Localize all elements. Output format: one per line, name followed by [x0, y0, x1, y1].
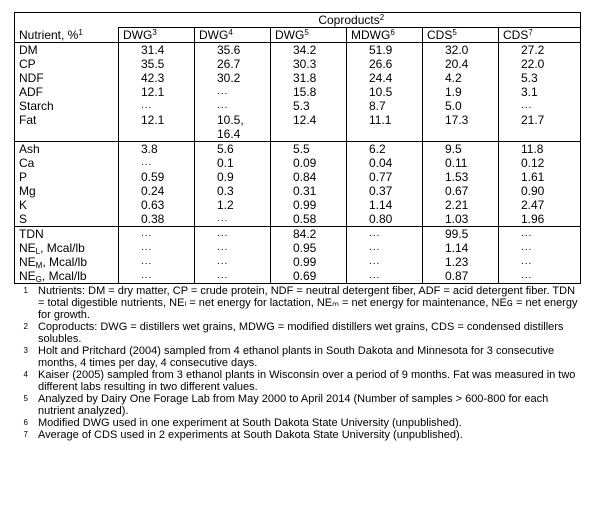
table-cell	[271, 142, 347, 157]
table-cell	[195, 184, 271, 198]
cell-value: 0.1	[217, 156, 234, 170]
table-cell	[271, 255, 347, 269]
table-cell	[271, 184, 347, 198]
cell-value: 0.69	[293, 269, 317, 283]
table-cell	[423, 156, 499, 170]
cell-value: ...	[521, 270, 533, 281]
coproducts-sup: 2	[379, 13, 385, 22]
table-row	[15, 227, 581, 242]
column-header	[195, 28, 271, 43]
row-label	[15, 156, 119, 170]
cell-value: 27.2	[521, 43, 545, 57]
cell-value: 32.0	[445, 43, 469, 57]
table-row	[15, 142, 581, 157]
cell-value: ...	[521, 100, 533, 111]
row-label-text: Fat	[19, 113, 37, 127]
nutrient-sup: 1	[78, 27, 83, 37]
table-cell	[423, 99, 499, 113]
table-cell	[271, 227, 347, 242]
column-header-sup: 3	[152, 28, 157, 37]
cell-value: 1.14	[445, 241, 469, 255]
column-header-label: MDWG	[351, 28, 391, 42]
column-header	[347, 28, 423, 43]
cell-value: 0.67	[445, 184, 469, 198]
row-label-text: CP	[19, 57, 36, 71]
row-label	[15, 71, 119, 85]
row-label	[15, 255, 119, 269]
row-label-unit: , Mcal/lb	[40, 241, 85, 255]
table-cell	[347, 212, 423, 227]
cell-value: 1.03	[445, 212, 469, 226]
cell-value: 35.5	[141, 57, 165, 71]
table-row	[15, 99, 581, 113]
table-cell	[195, 156, 271, 170]
table-cell	[271, 156, 347, 170]
column-header	[423, 28, 499, 43]
footnote-number: 1	[23, 286, 28, 295]
cell-value: 3.1	[521, 85, 538, 99]
table-cell	[119, 43, 195, 58]
cell-value: 5.3	[521, 71, 538, 85]
cell-value: ...	[217, 100, 229, 111]
cell-value: 0.38	[141, 212, 165, 226]
cell-value: 31.8	[293, 71, 317, 85]
table-cell	[347, 198, 423, 212]
row-label-text: Ca	[19, 156, 35, 170]
table-cell	[423, 43, 499, 58]
cell-value: 0.84	[293, 170, 317, 184]
table-cell	[347, 99, 423, 113]
column-header-label: CDS	[427, 28, 453, 42]
cell-value: 30.3	[293, 57, 317, 71]
cell-value: 0.95	[293, 241, 317, 255]
column-header-sup: 5	[304, 28, 309, 37]
cell-value: 0.99	[293, 198, 317, 212]
cell-value: 21.7	[521, 113, 545, 127]
cell-value: 0.04	[369, 156, 393, 170]
table-cell	[423, 269, 499, 284]
table-cell	[347, 113, 423, 142]
cell-value: 12.1	[141, 113, 165, 127]
cell-value: 5.5	[293, 142, 310, 156]
cell-value: 9.5	[445, 142, 462, 156]
cell-value: ...	[217, 270, 229, 281]
coproducts-header	[119, 13, 581, 28]
cell-value: 0.3	[217, 184, 234, 198]
table-row	[15, 241, 581, 255]
table-cell	[195, 241, 271, 255]
table-cell	[119, 227, 195, 242]
column-header-label: DWG	[199, 28, 229, 42]
row-label-text: NE	[19, 269, 36, 283]
table-cell	[119, 99, 195, 113]
row-label	[15, 269, 119, 284]
nutrient-label: Nutrient, %	[19, 27, 79, 42]
cell-value: ...	[141, 228, 153, 239]
cell-value: ...	[521, 242, 533, 253]
table-cell	[499, 142, 581, 157]
cell-value: ...	[141, 256, 153, 267]
cell-value: 51.9	[369, 43, 393, 57]
cell-value: ...	[217, 213, 229, 224]
column-header	[271, 28, 347, 43]
cell-value: 0.99	[293, 255, 317, 269]
coproducts-label: Coproducts	[318, 13, 380, 27]
table-row	[15, 212, 581, 227]
cell-value: 17.3	[445, 113, 469, 127]
cell-value: ...	[521, 256, 533, 267]
table-cell	[195, 212, 271, 227]
footnotes	[14, 285, 580, 441]
cell-value: 0.09	[293, 156, 317, 170]
table-cell	[119, 184, 195, 198]
table-cell	[347, 227, 423, 242]
table-cell	[195, 255, 271, 269]
table-cell	[423, 184, 499, 198]
cell-value: 2.47	[521, 198, 545, 212]
row-label-text: K	[19, 198, 28, 212]
table-cell	[423, 57, 499, 71]
table-cell	[499, 198, 581, 212]
table-row	[15, 71, 581, 85]
table-row	[15, 255, 581, 269]
cell-value: 10.5	[369, 85, 393, 99]
table-cell	[195, 43, 271, 58]
cell-value: 0.31	[293, 184, 317, 198]
footnote-number: 3	[23, 346, 28, 355]
table-row	[15, 57, 581, 71]
cell-value: 11.1	[369, 113, 392, 127]
row-label	[15, 184, 119, 198]
table-cell	[423, 212, 499, 227]
row-label	[15, 57, 119, 71]
table-cell	[271, 170, 347, 184]
table-cell	[499, 156, 581, 170]
cell-value: 31.4	[141, 43, 165, 57]
cell-value: ...	[369, 270, 381, 281]
table-cell	[271, 241, 347, 255]
cell-value: 1.14	[369, 198, 393, 212]
row-label	[15, 43, 119, 58]
nutrient-table-figure	[14, 12, 580, 441]
cell-value: 6.2	[369, 142, 386, 156]
cell-value: 1.61	[521, 170, 545, 184]
row-label-sub: L	[35, 247, 41, 255]
table-cell	[499, 113, 581, 142]
cell-value: 12.4	[293, 113, 317, 127]
footnote	[14, 321, 580, 345]
cell-value: 11.8	[521, 142, 544, 156]
table-cell	[195, 71, 271, 85]
table-row	[15, 113, 581, 142]
table-cell	[119, 170, 195, 184]
table-cell	[423, 142, 499, 157]
table-cell	[119, 85, 195, 99]
table-row	[15, 184, 581, 198]
table-cell	[499, 227, 581, 242]
table-cell	[271, 43, 347, 58]
table-cell	[271, 212, 347, 227]
table-cell	[195, 170, 271, 184]
row-label-text: NE	[19, 255, 36, 269]
column-header-label: DWG	[123, 28, 153, 42]
nutrient-header	[15, 28, 119, 43]
row-label-text: NDF	[19, 71, 44, 85]
row-label-text: DM	[19, 43, 38, 57]
footnote-text: Nutrients: DM = dry matter, CP = crude protein, NDF = neutral detergent fiber, ADF = acid detergent fiber. TDN = total digestible nutrients, NEₗ = net energy for lactation, NEₘ = net energy for maintenance, NEɢ = net energy for growth.	[38, 285, 578, 321]
table-cell	[499, 170, 581, 184]
table-cell	[119, 212, 195, 227]
table-cell	[195, 85, 271, 99]
table-row	[15, 170, 581, 184]
cell-value: 12.1	[141, 85, 165, 99]
cell-value: 26.6	[369, 57, 393, 71]
cell-value: 99.5	[445, 227, 469, 241]
corner-cell	[15, 13, 119, 28]
row-label-sub: M	[35, 261, 43, 269]
row-label	[15, 170, 119, 184]
header-row-group	[15, 13, 581, 28]
row-label	[15, 85, 119, 99]
row-label-text: Starch	[19, 99, 54, 113]
table-cell	[423, 170, 499, 184]
cell-value: 1.2	[217, 198, 234, 212]
table-cell	[347, 43, 423, 58]
footnote-number: 5	[23, 394, 28, 403]
cell-value: 5.6	[217, 142, 234, 156]
table-cell	[271, 85, 347, 99]
table-cell	[119, 156, 195, 170]
footnote-text: Average of CDS used in 2 experiments at South Dakota State University (unpublished).	[38, 429, 463, 441]
footnote-text: Modified DWG used in one experiment at South Dakota State University (unpublished).	[38, 417, 462, 429]
table-cell	[499, 184, 581, 198]
cell-value: ...	[141, 270, 153, 281]
table-cell	[423, 71, 499, 85]
table-cell	[119, 71, 195, 85]
cell-value: 1.9	[445, 85, 462, 99]
row-label	[15, 212, 119, 227]
table-cell	[499, 241, 581, 255]
nutrient-table	[14, 12, 581, 284]
row-label-sub: G	[35, 275, 42, 284]
column-header-sup: 7	[528, 28, 533, 37]
column-header	[119, 28, 195, 43]
row-label-unit: , Mcal/lb	[42, 255, 88, 269]
table-cell	[499, 43, 581, 58]
cell-value: 0.77	[369, 170, 393, 184]
cell-value: 1.53	[445, 170, 469, 184]
row-label-text: TDN	[19, 227, 44, 241]
table-row	[15, 269, 581, 284]
table-cell	[119, 113, 195, 142]
table-cell	[347, 255, 423, 269]
footnote	[14, 429, 580, 441]
cell-value: ...	[141, 100, 153, 111]
table-cell	[423, 113, 499, 142]
row-label-text: NE	[19, 241, 36, 255]
table-cell	[119, 255, 195, 269]
cell-value: 0.80	[369, 212, 393, 226]
table-cell	[347, 57, 423, 71]
table-row	[15, 85, 581, 99]
footnote-number: 2	[23, 322, 28, 331]
cell-value: 0.37	[369, 184, 393, 198]
row-label-text: P	[19, 170, 28, 184]
cell-value: 8.7	[369, 99, 386, 113]
table-cell	[119, 57, 195, 71]
table-cell	[271, 99, 347, 113]
column-header-label: CDS	[503, 28, 529, 42]
table-cell	[347, 142, 423, 157]
table-cell	[423, 255, 499, 269]
footnote-text: Coproducts: DWG = distillers wet grains, MDWG = modified distillers wet grains, CDS = condensed distillers solubles.	[38, 321, 564, 345]
cell-value: 0.9	[217, 170, 234, 184]
cell-value: 0.87	[445, 269, 469, 283]
table-cell	[195, 113, 271, 142]
table-cell	[119, 142, 195, 157]
cell-value: ...	[369, 228, 381, 239]
cell-value: ...	[141, 157, 153, 168]
cell-value: 30.2	[217, 71, 241, 85]
table-cell	[347, 184, 423, 198]
table-cell	[195, 99, 271, 113]
table-cell	[499, 269, 581, 284]
cell-value: 0.58	[293, 212, 317, 226]
footnote-text: Holt and Pritchard (2004) sampled from 4 ethanol plants in South Dakota and Minnesota for 3 consecutive months, 4 times per day, 4 consecutive days.	[38, 345, 555, 369]
column-header-sup: 6	[390, 28, 395, 37]
cell-value: 22.0	[521, 57, 545, 71]
cell-value: 1.23	[445, 255, 469, 269]
footnote	[14, 285, 580, 321]
table-cell	[195, 227, 271, 242]
cell-value: 10.5,	[217, 113, 244, 127]
table-row	[15, 43, 581, 58]
table-row	[15, 156, 581, 170]
row-label	[15, 227, 119, 242]
cell-value: 84.2	[293, 227, 317, 241]
row-label-text: S	[19, 212, 28, 226]
row-label-text: Ash	[19, 142, 40, 156]
cell-value: 5.0	[445, 99, 462, 113]
footnote	[14, 393, 580, 417]
table-cell	[423, 227, 499, 242]
cell-value: 4.2	[445, 71, 462, 85]
cell-value: 34.2	[293, 43, 317, 57]
table-cell	[499, 99, 581, 113]
table-cell	[195, 198, 271, 212]
cell-value: 0.63	[141, 198, 165, 212]
cell-value-second: 16.4	[217, 127, 241, 141]
table-cell	[499, 212, 581, 227]
table-cell	[195, 142, 271, 157]
table-body	[15, 13, 581, 284]
cell-value: 42.3	[141, 71, 165, 85]
cell-value: 0.90	[521, 184, 545, 198]
footnote-number: 6	[23, 418, 28, 427]
cell-value: ...	[369, 242, 381, 253]
table-cell	[119, 198, 195, 212]
row-label	[15, 142, 119, 157]
table-cell	[499, 85, 581, 99]
cell-value: 26.7	[217, 57, 241, 71]
footnote	[14, 345, 580, 369]
cell-value: 20.4	[445, 57, 469, 71]
table-cell	[499, 255, 581, 269]
table-cell	[195, 269, 271, 284]
cell-value: ...	[217, 228, 229, 239]
table-cell	[195, 57, 271, 71]
row-label-text: Mg	[19, 184, 36, 198]
table-cell	[423, 198, 499, 212]
row-label	[15, 99, 119, 113]
table-cell	[271, 198, 347, 212]
table-cell	[271, 57, 347, 71]
cell-value: 0.59	[141, 170, 165, 184]
cell-value: 3.8	[141, 142, 158, 156]
row-label	[15, 241, 119, 255]
row-label	[15, 113, 119, 142]
footnote	[14, 369, 580, 393]
cell-value: ...	[141, 242, 153, 253]
footnote	[14, 417, 580, 429]
table-cell	[271, 71, 347, 85]
cell-value: ...	[217, 256, 229, 267]
cell-value: 24.4	[369, 71, 393, 85]
column-header-label: DWG	[275, 28, 305, 42]
footnote-text: Kaiser (2005) sampled from 3 ethanol plants in Wisconsin over a period of 9 months. Fat was measured in two different labs resulting in two different values.	[38, 369, 576, 393]
cell-value: ...	[217, 86, 229, 97]
footnote-number: 7	[23, 430, 28, 439]
table-cell	[347, 85, 423, 99]
header-row-columns	[15, 28, 581, 43]
cell-value: 35.6	[217, 43, 241, 57]
cell-value: 0.12	[521, 156, 545, 170]
cell-value: ...	[521, 228, 533, 239]
cell-value: ...	[217, 242, 229, 253]
cell-value: ...	[369, 256, 381, 267]
table-cell	[347, 156, 423, 170]
column-header-sup: 4	[228, 28, 233, 37]
row-label-unit: , Mcal/lb	[41, 269, 87, 283]
row-label	[15, 198, 119, 212]
column-header	[499, 28, 581, 43]
footnote-text: Analyzed by Dairy One Forage Lab from May 2000 to April 2014 (Number of samples > 600-800 for each nutrient analyzed).	[38, 393, 549, 417]
cell-value: 1.96	[521, 212, 545, 226]
table-cell	[119, 241, 195, 255]
table-cell	[499, 57, 581, 71]
cell-value: 0.24	[141, 184, 165, 198]
table-row	[15, 198, 581, 212]
row-label-text: ADF	[19, 85, 43, 99]
table-cell	[347, 170, 423, 184]
table-cell	[347, 241, 423, 255]
cell-value: 5.3	[293, 99, 310, 113]
table-cell	[499, 71, 581, 85]
table-cell	[423, 241, 499, 255]
table-cell	[119, 269, 195, 284]
table-cell	[347, 71, 423, 85]
cell-value: 15.8	[293, 85, 317, 99]
table-cell	[423, 85, 499, 99]
table-cell	[347, 269, 423, 284]
cell-value: 2.21	[445, 198, 469, 212]
table-cell	[271, 113, 347, 142]
cell-value: 0.11	[445, 156, 468, 170]
table-cell	[271, 269, 347, 284]
column-header-sup: 5	[452, 28, 457, 37]
footnote-number: 4	[23, 370, 28, 379]
